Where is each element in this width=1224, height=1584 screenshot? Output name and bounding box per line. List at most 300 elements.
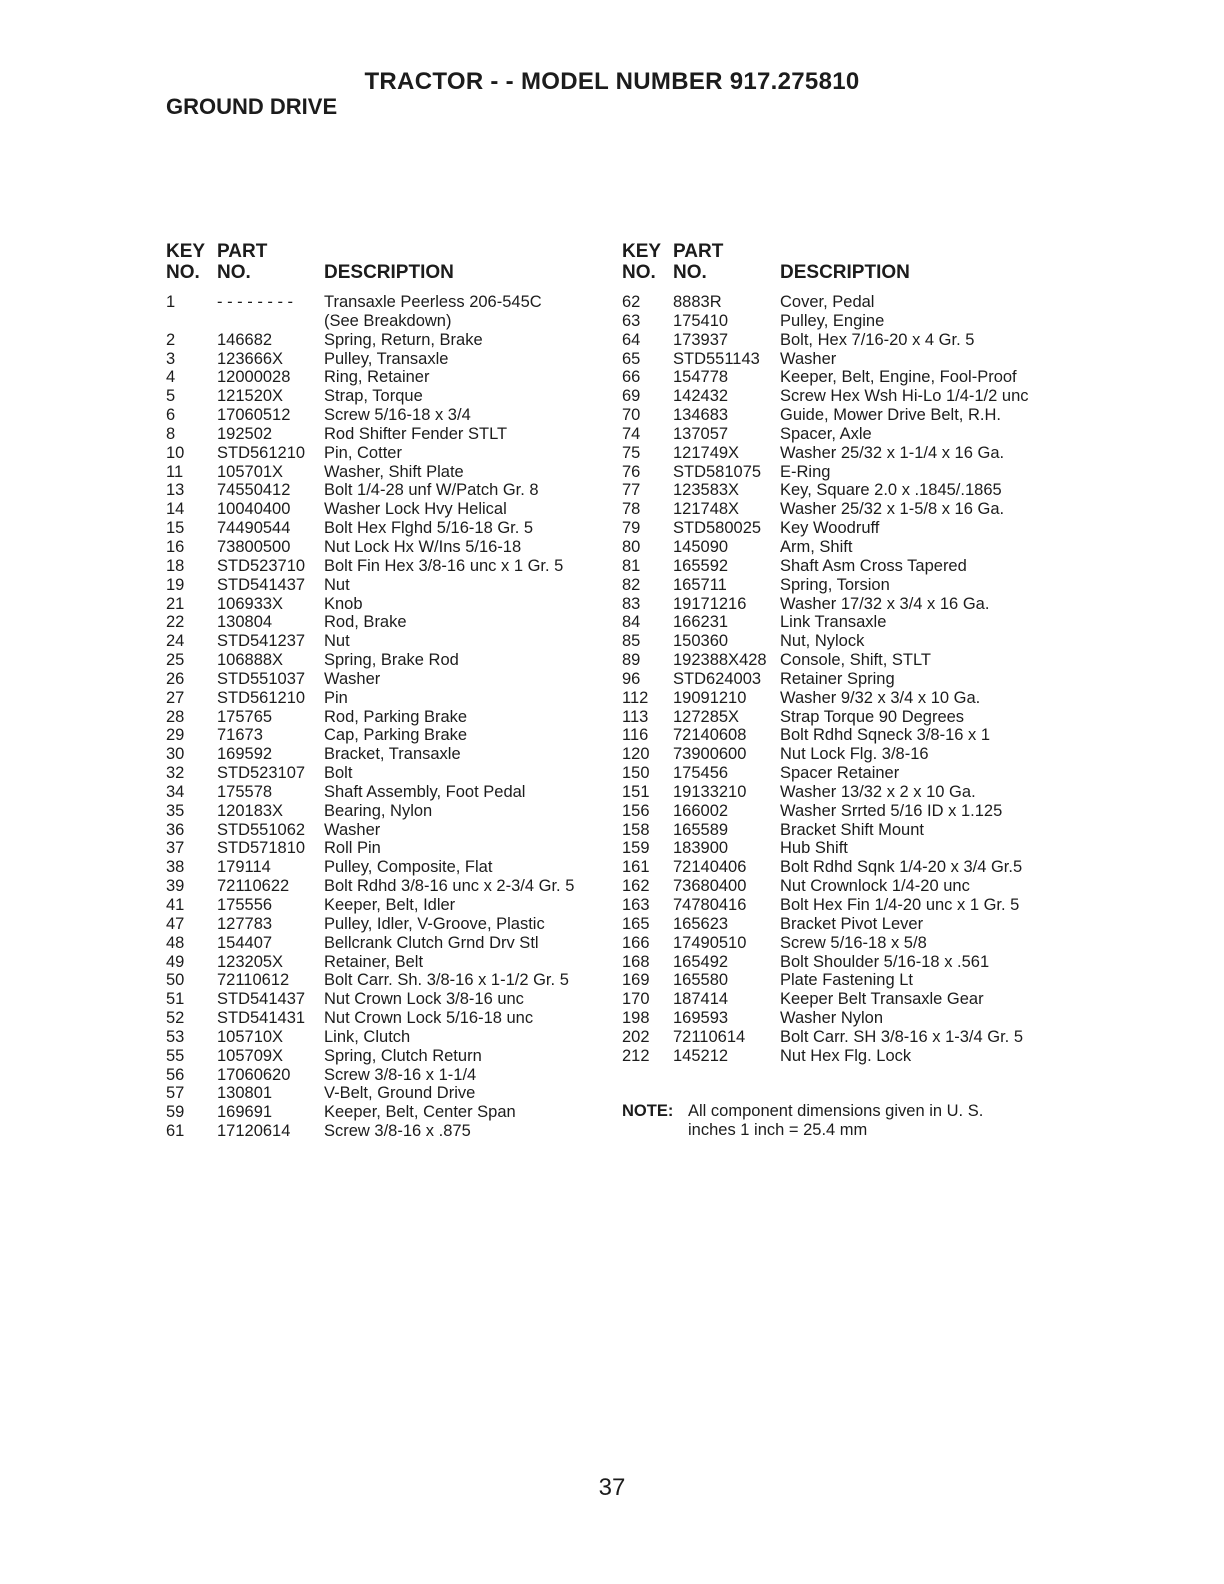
table-row	[622, 331, 1062, 350]
description-text: Nut Crownlock 1/4-20 unc	[780, 877, 970, 896]
description-text: Keeper, Belt, Idler	[324, 896, 456, 914]
description	[324, 519, 533, 538]
table-row	[166, 821, 606, 840]
part-no: 169592	[217, 745, 273, 764]
description-text: Retainer, Belt	[324, 952, 424, 971]
key-no: 116	[622, 726, 649, 745]
description-text: Bolt Hex Fin 1/4-20 unc x 1 Gr. 5	[780, 896, 1020, 914]
parts-table-left	[166, 241, 606, 1141]
description-text: Washer Lock Hvy Helical	[324, 500, 507, 519]
part-no: 179114	[217, 858, 271, 877]
key-no: 5	[166, 387, 176, 406]
part-no: 154778	[673, 368, 729, 387]
description-text: Bolt Rdhd 3/8-16 unc x 2-3/4 Gr. 5	[324, 877, 575, 896]
part-no: 127285X	[673, 707, 740, 726]
key-no: 75	[622, 443, 641, 462]
table-row	[622, 613, 1062, 632]
part-no: 121748X	[673, 500, 740, 519]
table-row	[166, 1028, 606, 1047]
part-no: STD561210	[217, 443, 306, 462]
key-no: 69	[622, 387, 641, 406]
table-row	[622, 764, 1062, 783]
description-text: Nut Hex Flg. Lock	[780, 1046, 912, 1065]
table-row	[622, 821, 1062, 840]
description-text: Bolt, Hex 7/16-20 x 4 Gr. 5	[780, 330, 975, 349]
table-row	[622, 595, 1062, 614]
table-row	[622, 689, 1062, 708]
description	[780, 1009, 883, 1028]
description-text: Bracket, Transaxle	[324, 745, 461, 764]
key-no: 202	[622, 1027, 650, 1046]
part-no: 173937	[673, 330, 729, 349]
key-no: 79	[622, 519, 641, 538]
table-row	[166, 500, 606, 519]
description-text: Washer 25/32 x 1-1/4 x 16 Ga.	[780, 443, 1005, 462]
description	[324, 745, 461, 764]
description-text: Screw 3/8-16 x 1-1/4	[324, 1065, 477, 1084]
description	[324, 1103, 516, 1122]
description-text: Screw Hex Wsh Hi-Lo 1/4-1/2 unc	[780, 387, 1029, 406]
description	[780, 990, 984, 1009]
key-no: 162	[622, 877, 650, 896]
table-row	[166, 576, 606, 595]
part-no: 105709X	[217, 1046, 284, 1065]
part-no: - - - - - - - -	[217, 293, 294, 311]
key-no: 34	[166, 782, 185, 801]
page-title: TRACTOR - - MODEL NUMBER 917.275810	[364, 68, 860, 95]
description-text: Screw 5/16-18 x 3/4	[324, 406, 471, 425]
description	[324, 934, 539, 953]
description-text: Washer Nylon	[780, 1009, 884, 1028]
part-no: 165492	[673, 952, 729, 971]
description-text: V-Belt, Ground Drive	[324, 1084, 476, 1103]
key-no: 19	[166, 575, 185, 594]
key-no: 165	[622, 914, 650, 933]
part-no: 165589	[673, 820, 729, 839]
description-text: Bolt Carr. SH 3/8-16 x 1-3/4 Gr. 5	[780, 1027, 1024, 1046]
description-text: Nut Crown Lock 3/8-16 unc	[324, 990, 524, 1009]
key-no: 2	[166, 330, 176, 349]
description-text: Key, Square 2.0 x .1845/.1865	[780, 481, 1002, 500]
key-no: 51	[166, 990, 185, 1009]
table-row	[166, 934, 606, 953]
part-no: 19091210	[673, 688, 747, 707]
table-header	[622, 241, 1062, 293]
table-row	[622, 971, 1062, 990]
description-text: Hub Shift	[780, 839, 848, 858]
description	[780, 670, 895, 689]
table-row	[166, 387, 606, 406]
part-no: STD624003	[673, 669, 762, 688]
table-row	[166, 990, 606, 1009]
description	[324, 1084, 475, 1103]
description-text: Ring, Retainer	[324, 368, 430, 387]
part-no: 19133210	[673, 782, 747, 801]
description	[780, 971, 913, 990]
key-no: 32	[166, 764, 185, 783]
description-text-line2: (See Breakdown)	[324, 311, 452, 330]
table-row	[166, 519, 606, 538]
description	[324, 387, 423, 406]
key-no: 166	[622, 933, 650, 952]
part-no: 123666X	[217, 349, 284, 368]
description	[324, 1122, 471, 1141]
description-text: Bolt Rdhd Sqnk 1/4-20 x 3/4 Gr.5	[780, 858, 1023, 877]
table-row	[622, 350, 1062, 369]
table-row	[166, 463, 606, 482]
key-no: 85	[622, 632, 641, 651]
part-no: 175410	[673, 311, 729, 330]
key-no: 21	[166, 594, 185, 613]
description-text: Bracket Pivot Lever	[780, 914, 924, 933]
description	[324, 500, 507, 519]
description-text: Bracket Shift Mount	[780, 820, 924, 839]
table-body	[166, 293, 606, 1141]
description	[780, 783, 976, 802]
table-row	[166, 406, 606, 425]
description-text: Washer	[324, 669, 381, 688]
key-no: 112	[622, 688, 649, 707]
description	[324, 1066, 476, 1085]
key-no: 38	[166, 858, 185, 877]
table-row	[166, 915, 606, 934]
key-no: 3	[166, 349, 176, 368]
description-text: Bolt Shoulder 5/16-18 x .561	[780, 952, 990, 971]
description	[324, 670, 380, 689]
key-no: 163	[622, 896, 650, 914]
table-row	[622, 1009, 1062, 1028]
key-no: 198	[622, 1009, 650, 1028]
description	[324, 877, 574, 896]
part-header: PART	[217, 241, 268, 262]
description	[780, 839, 848, 858]
description	[780, 708, 964, 727]
part-no: 121520X	[217, 387, 284, 406]
description-text: Bolt	[324, 764, 353, 783]
description	[780, 877, 970, 896]
table-row	[622, 576, 1062, 595]
description-text: Keeper, Belt, Center Span	[324, 1103, 516, 1122]
part-no: 165592	[673, 556, 729, 575]
description	[780, 858, 1022, 877]
key-no: 150	[622, 764, 650, 783]
table-row	[166, 632, 606, 651]
key-no: 62	[622, 293, 641, 311]
table-row	[166, 726, 606, 745]
table-row	[622, 519, 1062, 538]
description	[780, 745, 929, 764]
description	[324, 971, 569, 990]
part-no: 183900	[673, 839, 729, 858]
table-row	[166, 953, 606, 972]
key-no: 26	[166, 669, 185, 688]
part-no: 72110614	[673, 1027, 746, 1046]
description-text: Plate Fastening Lt	[780, 971, 913, 990]
key-no: 81	[622, 556, 641, 575]
description	[780, 350, 836, 369]
table-row	[622, 1028, 1062, 1047]
key-no: 168	[622, 952, 650, 971]
part-no: 19171216	[673, 594, 747, 613]
table-row	[166, 368, 606, 387]
part-no: 121749X	[673, 443, 740, 462]
key-no: 14	[166, 500, 185, 519]
key-no: 64	[622, 330, 641, 349]
key-no: 28	[166, 707, 185, 726]
part-no: 146682	[217, 330, 273, 349]
description	[324, 953, 423, 972]
description	[780, 896, 1019, 915]
description	[324, 632, 350, 651]
table-row	[166, 877, 606, 896]
part-no: 166231	[673, 613, 729, 632]
key-no: 82	[622, 575, 641, 594]
description	[324, 1028, 410, 1047]
key-no: 77	[622, 481, 641, 500]
key-no: 113	[622, 707, 649, 726]
description	[780, 500, 1004, 519]
part-no: 165623	[673, 914, 729, 933]
table-row	[166, 896, 606, 915]
description	[324, 858, 492, 877]
table-body	[622, 293, 1062, 1066]
table-row	[622, 368, 1062, 387]
description-text: Strap Torque 90 Degrees	[780, 707, 965, 726]
key-no: 10	[166, 443, 185, 462]
part-no: 175765	[217, 707, 273, 726]
table-row	[166, 1066, 606, 1085]
key-no: 89	[622, 651, 641, 670]
part-no: 187414	[673, 990, 729, 1009]
key-no: 24	[166, 632, 185, 651]
key-no: 159	[622, 839, 650, 858]
part-no: 74780416	[673, 896, 747, 914]
part-no: 73900600	[673, 745, 747, 764]
key-no: 41	[166, 896, 185, 914]
part-no: STD580025	[673, 519, 762, 538]
part-no: STD571810	[217, 839, 306, 858]
table-row	[622, 500, 1062, 519]
description	[324, 802, 432, 821]
key-no: 120	[622, 745, 650, 764]
part-no: 145212	[673, 1046, 729, 1065]
table-row	[622, 783, 1062, 802]
description-text: Pulley, Composite, Flat	[324, 858, 493, 877]
part-no: 130801	[217, 1084, 273, 1103]
key-no: 18	[166, 556, 185, 575]
part-no: 165711	[673, 575, 727, 594]
note-text-line1: All component dimensions given in U. S.	[688, 1102, 984, 1120]
part-no: 127783	[217, 914, 273, 933]
description-text: Rod, Brake	[324, 613, 407, 632]
table-row	[622, 896, 1062, 915]
key-no: 158	[622, 820, 650, 839]
description	[780, 557, 967, 576]
key-no: 47	[166, 914, 185, 933]
key-no: 170	[622, 990, 650, 1009]
table-row	[166, 350, 606, 369]
key-no: 49	[166, 952, 185, 971]
description-header: DESCRIPTION	[324, 262, 454, 283]
description	[780, 481, 1002, 500]
key-no: 212	[622, 1046, 650, 1065]
key-no: 78	[622, 500, 641, 519]
table-row	[166, 764, 606, 783]
key-no: 70	[622, 406, 641, 425]
key-no: 22	[166, 613, 185, 632]
description	[780, 425, 872, 444]
description-text: Arm, Shift	[780, 537, 853, 556]
part-no: 150360	[673, 632, 729, 651]
part-no: 120183X	[217, 801, 284, 820]
description	[324, 896, 455, 915]
part-no: 74490544	[217, 519, 291, 538]
description	[324, 425, 507, 444]
part-no: 175456	[673, 764, 729, 783]
description-text: Pulley, Engine	[780, 311, 885, 330]
description	[324, 764, 352, 783]
part-no: 17120614	[217, 1122, 291, 1141]
part-no: STD541237	[217, 632, 306, 651]
description-text: Roll Pin	[324, 839, 381, 858]
description	[324, 444, 402, 463]
part-no: 17060620	[217, 1065, 291, 1084]
part-no: 175578	[217, 782, 273, 801]
part-no: 137057	[673, 424, 729, 443]
description-text: Cover, Pedal	[780, 293, 875, 311]
description	[324, 651, 459, 670]
table-row	[622, 915, 1062, 934]
part-no: STD581075	[673, 462, 762, 481]
key-no: 151	[622, 782, 650, 801]
key-no: 169	[622, 971, 650, 990]
description	[780, 764, 899, 783]
table-row	[166, 613, 606, 632]
table-row	[166, 538, 606, 557]
description-text: Pin	[324, 688, 348, 707]
description	[780, 519, 879, 538]
description	[324, 595, 363, 614]
part-no: 105710X	[217, 1027, 284, 1046]
description-text: Washer	[780, 349, 837, 368]
key-no: 13	[166, 481, 185, 500]
part-header: PART	[673, 241, 724, 262]
table-row	[622, 858, 1062, 877]
part-no: 106888X	[217, 651, 284, 670]
description	[324, 557, 563, 576]
key-no: 161	[622, 858, 650, 877]
table-row	[622, 481, 1062, 500]
part-no: STD541431	[217, 1009, 306, 1028]
key-no: 6	[166, 406, 176, 425]
description-text: Bolt Carr. Sh. 3/8-16 x 1-1/2 Gr. 5	[324, 971, 569, 990]
key-no: 27	[166, 688, 185, 707]
key-header-no: NO.	[166, 262, 200, 283]
table-row	[622, 425, 1062, 444]
part-no: STD551143	[673, 349, 760, 368]
key-header: KEY	[622, 241, 662, 262]
key-no: 66	[622, 368, 641, 387]
key-no: 56	[166, 1065, 185, 1084]
parts-table-right	[622, 241, 1062, 1066]
key-no: 29	[166, 726, 185, 745]
description-text: Washer 17/32 x 3/4 x 16 Ga.	[780, 594, 990, 613]
part-no: STD551062	[217, 820, 306, 839]
part-no: 73800500	[217, 537, 291, 556]
table-row	[622, 1047, 1062, 1066]
key-no: 80	[622, 537, 641, 556]
description	[324, 350, 448, 369]
part-no: 12000028	[217, 368, 291, 387]
description	[324, 990, 524, 1009]
description	[780, 387, 1029, 406]
key-header: KEY	[166, 241, 206, 262]
description-text: Washer Srrted 5/16 ID x 1.125	[780, 801, 1003, 820]
description-text: Nut Lock Flg. 3/8-16	[780, 745, 929, 764]
table-row	[622, 463, 1062, 482]
description-text: E-Ring	[780, 462, 831, 481]
key-no: 83	[622, 594, 641, 613]
table-row	[622, 877, 1062, 896]
description	[780, 293, 874, 312]
description	[780, 463, 830, 482]
description-text: Washer 9/32 x 3/4 x 10 Ga.	[780, 688, 981, 707]
key-no: 96	[622, 669, 641, 688]
part-no: 72140608	[673, 726, 747, 745]
description	[780, 406, 1001, 425]
description-text: Nut, Nylock	[780, 632, 865, 651]
description-text: Retainer Spring	[780, 669, 895, 688]
table-row	[166, 595, 606, 614]
description	[780, 632, 864, 651]
table-row	[622, 802, 1062, 821]
table-row	[622, 387, 1062, 406]
table-row	[622, 632, 1062, 651]
description	[780, 538, 852, 557]
key-header-no: NO.	[622, 262, 656, 283]
description	[324, 726, 467, 745]
description-text: Transaxle Peerless 206-545C	[324, 293, 542, 311]
part-no: 72140406	[673, 858, 747, 877]
part-no: 73680400	[673, 877, 747, 896]
description-text: Washer	[324, 820, 381, 839]
part-no: 134683	[673, 406, 729, 425]
description-header: DESCRIPTION	[780, 262, 910, 283]
description-text: Spring, Return, Brake	[324, 330, 483, 349]
description	[780, 576, 890, 595]
description	[780, 953, 989, 972]
table-row	[166, 557, 606, 576]
description	[324, 1047, 482, 1066]
table-row	[622, 557, 1062, 576]
table-row	[622, 444, 1062, 463]
table-row	[622, 538, 1062, 557]
table-row	[622, 726, 1062, 745]
part-no: STD541437	[217, 990, 306, 1009]
part-no: 8883R	[673, 293, 722, 311]
key-no: 50	[166, 971, 185, 990]
description	[324, 689, 348, 708]
description-text: Washer, Shift Plate	[324, 462, 464, 481]
key-no: 16	[166, 537, 185, 556]
section-title: GROUND DRIVE	[166, 94, 338, 119]
table-row	[622, 708, 1062, 727]
description-text: Strap, Torque	[324, 387, 423, 406]
part-no: 154407	[217, 933, 273, 952]
part-no: 17060512	[217, 406, 291, 425]
description-text: Link Transaxle	[780, 613, 887, 632]
description-text: Knob	[324, 594, 363, 613]
